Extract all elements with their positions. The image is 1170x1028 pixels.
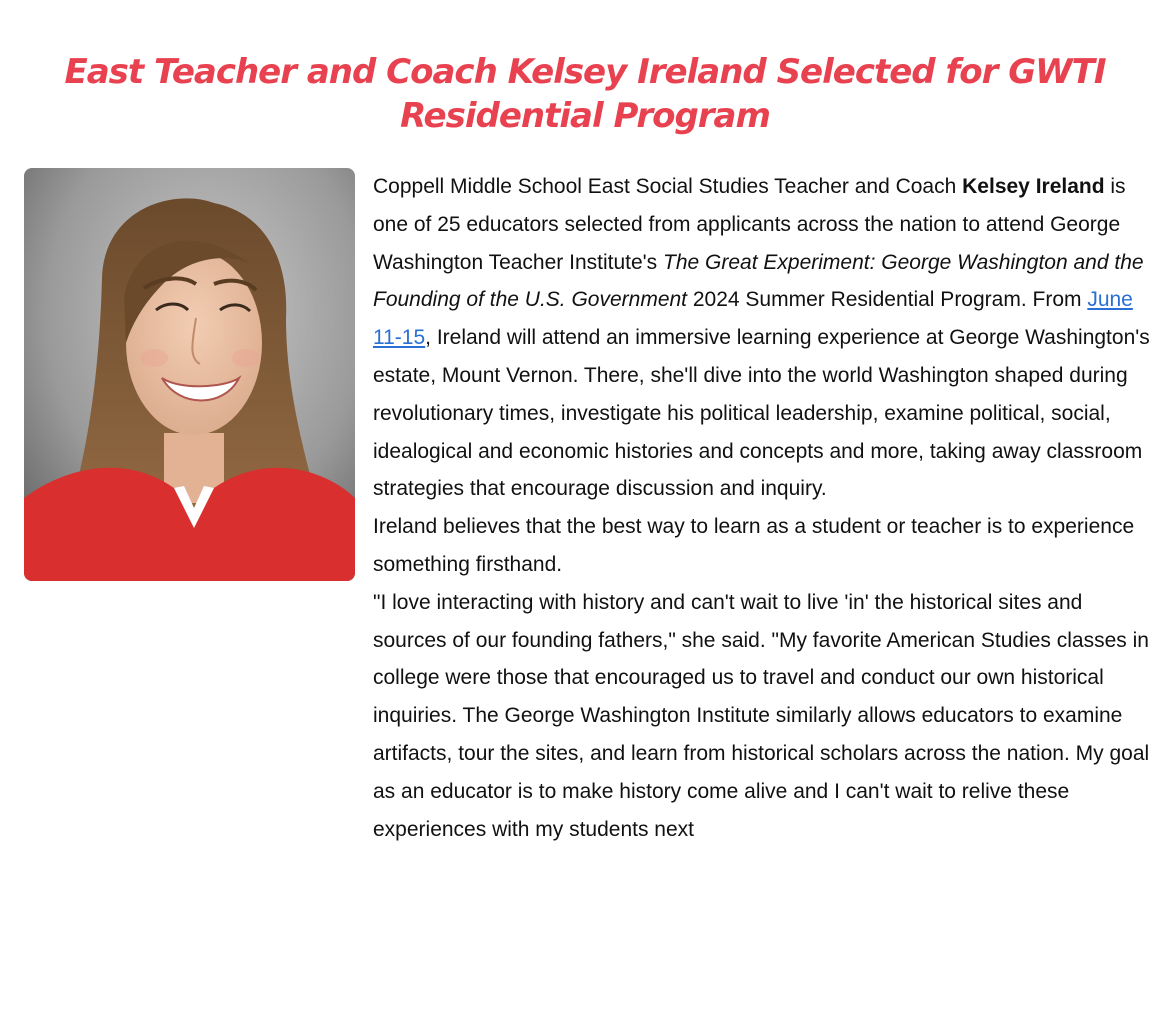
teacher-name: Kelsey Ireland <box>962 175 1105 198</box>
article-body <box>373 168 1158 848</box>
profile-photo <box>24 168 355 581</box>
article-headline: East Teacher and Coach Kelsey Ireland Selected for GWTI Residential Program <box>64 52 1106 136</box>
article-paragraph-2: Ireland believes that the best way to learn as a student or teacher is to experience something firsthand. <box>373 515 1135 576</box>
date-link[interactable]: June 11-15 <box>373 288 1133 350</box>
program-title: The Great Experiment: George Washington and the Founding of the U.S. Government <box>373 250 1144 312</box>
paragraph-1-text-c: 2024 Summer Residential Program. From <box>687 288 1088 312</box>
article-paragraph-1 <box>373 168 1158 508</box>
paragraph-1-text-a: Coppell Middle School East Social Studies Teacher and Coach <box>373 175 963 198</box>
paragraph-1-text-d: , Ireland will attend an immersive learning experience at George Washington's estate, Mount Vernon. There, she'll dive into the world Washington shaped during revolutionary times, investigate his political leadership, examine political, social, idealogical and economic histories and concepts and more, taking away classroom strategies that encourage discussion and inquiry. <box>373 326 1150 501</box>
article-paragraph-3: "I love interacting with history and can't wait to live 'in' the historical sites and sources of our founding fathers," she said. "My favorite American Studies classes in college were those that encouraged us to travel and conduct our own historical inquiries. The George Washington Institute similarly allows educators to examine artifacts, tour the sites, and learn from historical scholars across the nation. My goal as an educator is to make history come alive and I can't wait to relive these experiences with my students next <box>373 590 1150 841</box>
paragraph-1-text-b: is one of 25 educators selected from applicants across the nation to attend George Washington Teacher Institute's <box>373 175 1126 274</box>
